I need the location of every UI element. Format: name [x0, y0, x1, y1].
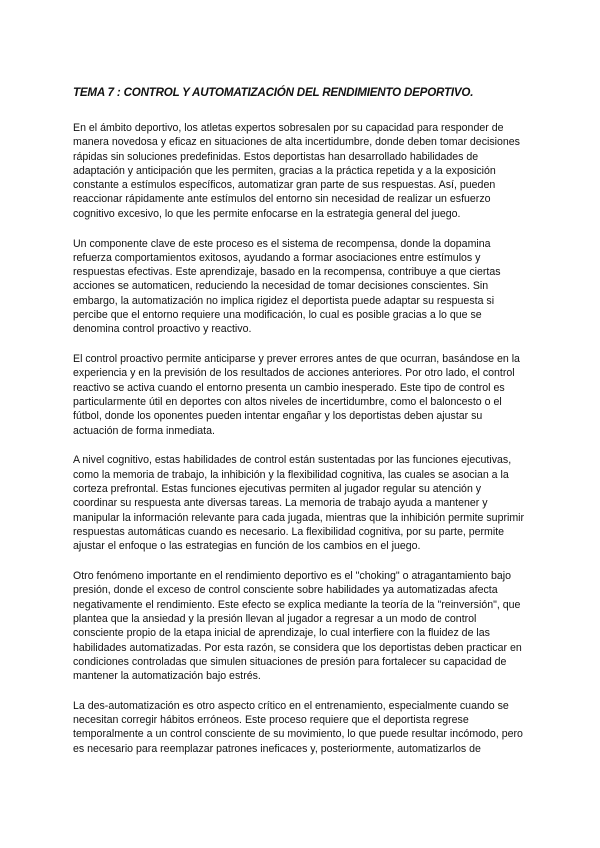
document-title: TEMA 7 : CONTROL Y AUTOMATIZACIÓN DEL RENDIMIENTO DEPORTIVO. — [73, 86, 474, 99]
paragraph-reward-system: Un componente clave de este proceso es el sistema de recompensa, donde la dopamina refuerza comportamientos exitosos, ayudando a formar asociaciones entre estímulos y respuestas efectivas. Este aprendizaje, basado en la recompensa, contribuye a que ciertas acciones se automaticen, reduciendo la necesidad de tomar decisiones conscientes. Sin embargo, la automatización no implica rigidez el deportista puede adaptar su respuesta si percibe que el entorno requiere una modificación, lo cual es posible gracias a lo que se denomina control proactivo y reactivo. — [73, 237, 501, 336]
paragraph-proactive-control: El control proactivo permite anticiparse y prever errores antes de que ocurran, basándose en la experiencia y en la previsión de los resultados de acciones anteriores. Por otro lado, el control reactivo se activa cuando el entorno presenta un cambio inesperado. Este tipo de control es particularmente útil en deportes con altos niveles de incertidumbre, como el baloncesto o el fútbol, donde los oponentes pueden intentar engañar y los deportistas deben ajustar su actuación de forma inmediata. — [73, 353, 520, 437]
paragraph-choking: Otro fenómeno importante en el rendimiento deportivo es el "choking" o atragantamiento bajo presión, donde el exceso de control consciente sobre habilidades ya automatizadas afecta negativamente el rendimiento. Este efecto se explica mediante la teoría de la "reinversión", que plantea que la ansiedad y la presión llevan al jugador a regresar a un modo de control consciente propio de la etapa inicial de aprendizaje, lo cual interfiere con la fluidez de las habilidades automatizadas. Por esta razón, se considera que los deportistas deben practicar en condiciones controladas que simulen situaciones de presión para fortalecer su capacidad de mantener la automatización bajo estrés. — [73, 570, 522, 683]
paragraph-des-automation: La des-automatización es otro aspecto crítico en el entrenamiento, especialmente cuando se necesitan corregir hábitos erróneos. Este proceso requiere que el deportista regrese temporalmente a un control consciente de su movimiento, lo que puede resultar incómodo, pero es necesario para reemplazar patrones ineficaces y, posteriormente, automatizarlos de — [73, 699, 523, 755]
document-page — [73, 86, 528, 772]
paragraph-cognitive-level: A nivel cognitivo, estas habilidades de control están sustentadas por las funciones ejecutivas, como la memoria de trabajo, la inhibición y la flexibilidad cognitiva, las cuales se asocian a la corteza prefrontal. Estas funciones ejecutivas permiten al jugador regular su atención y coordinar su respuesta ante diversas tareas. La memoria de trabajo ayuda a mantener y manipular la información relevante para cada jugada, mientras que la inhibición permite suprimir respuestas automáticas cuando es necesario. La flexibilidad cognitiva, por su parte, permite ajustar el enfoque o las estrategias en función de los cambios en el juego. — [73, 454, 525, 553]
paragraph-intro: En el ámbito deportivo, los atletas expertos sobresalen por su capacidad para responder de manera novedosa y eficaz en situaciones de alta incertidumbre, donde deben tomar decisiones rápidas sin soluciones predefinidas. Estos deportistas han desarrollado habilidades de adaptación y anticipación que les permiten, gracias a la práctica repetida y a la exposición constante a estímulos específicos, automatizar gran parte de sus respuestas. Así, pueden reaccionar rápidamente ante estímulos del entorno sin necesidad de realizar un esfuerzo cognitivo excesivo, lo que les permite enfocarse en la estrategia general del juego. — [73, 122, 520, 220]
